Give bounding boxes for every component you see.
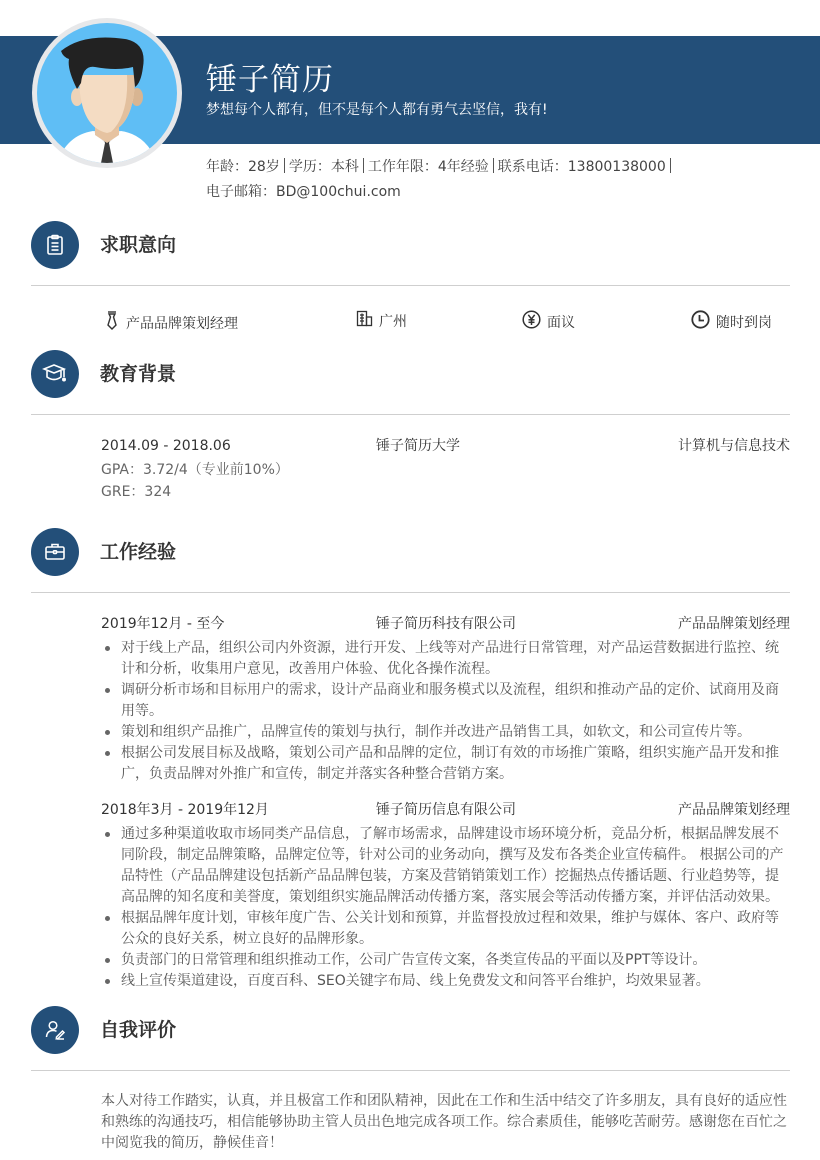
list-item: 线上宣传渠道建设，百度百科、SEO关键字布局、线上免费发文和问答平台维护，均效果显著。 [101, 971, 791, 992]
job-position: 产品品牌策划经理 [678, 802, 790, 818]
separator [284, 158, 285, 173]
section-title: 工作经验 [100, 541, 177, 563]
section-self-header [31, 1006, 790, 1056]
motto: 梦想每个人都有，但不是每个人都有勇气去坚信，我有! [206, 102, 548, 118]
intent-availability: 随时到岗 [691, 310, 772, 336]
job-row-1 [101, 613, 790, 635]
education-period: 2014.09 - 2018.06 [101, 438, 231, 454]
list-item: 根据公司发展目标及战略，策划公司产品和品牌的定位，制订有效的市场推广策略，组织实施产品开发和推广，负责品牌对外推广和宣传，制定并落实各种整合营销方案。 [101, 743, 791, 785]
intent-position: 产品品牌策划经理 [104, 310, 238, 337]
info-years: 工作年限：4年经验 [367, 159, 489, 175]
section-title: 自我评价 [100, 1019, 177, 1041]
clock-icon [691, 310, 710, 336]
job-period: 2018年3月 - 2019年12月 [101, 802, 269, 818]
education-school: 锤子简历大学 [376, 438, 460, 454]
job-company: 锤子简历信息有限公司 [376, 802, 516, 818]
info-email: 电子邮箱：BD@100chui.com [206, 184, 401, 200]
education-gre: GRE：324 [101, 484, 172, 500]
section-title: 教育背景 [100, 363, 177, 385]
list-item: 根据品牌年度计划，审核年度广告、公关计划和预算，并监督投放过程和效果，维护与媒体、客户、政府等公众的良好关系，树立良好的品牌形象。 [101, 908, 791, 950]
list-item: 负责部门的日常管理和组织推动工作，公司广告宣传文案，各类宣传品的平面以及PPT等设计。 [101, 950, 791, 971]
intent-city: 广州 [356, 310, 407, 334]
divider [31, 592, 790, 593]
resume-name: 锤子简历 [206, 62, 334, 98]
education-row [101, 435, 790, 457]
list-item: 策划和组织产品推广，品牌宣传的策划与执行，制作并改进产品销售工具，如软文，和公司宣传片等。 [101, 722, 791, 743]
job-company: 锤子简历科技有限公司 [376, 616, 516, 632]
job-2-duties [101, 824, 791, 992]
avatar [32, 18, 182, 168]
building-icon [356, 310, 373, 334]
tie-icon [104, 310, 120, 337]
yen-icon [522, 310, 541, 336]
job-intent-row [0, 310, 820, 334]
section-work-header [31, 528, 790, 578]
divider [31, 414, 790, 415]
info-education: 学历：本科 [288, 159, 359, 175]
list-item: 调研分析市场和目标用户的需求，设计产品商业和服务模式以及流程，组织和推动产品的定价、试商用及商用等。 [101, 680, 791, 722]
job-1-duties [101, 638, 791, 785]
section-intent-header [31, 221, 790, 271]
list-item: 通过多种渠道收取市场同类产品信息，了解市场需求，品牌建设市场环境分析，竞品分析，根据品牌发展不同阶段，制定品牌策略，品牌定位等，针对公司的业务动向，撰写及发布各类企业宣传稿件。 根据公司的产品特性（产品品牌建设包括新产品品牌包装，方案及营销销策划工作）挖掘热点传播话题、行业趋势等，提高品牌的知名度和美誉度，策划组织实施品牌活动传播方案，落实展会等活动传播方案，并评估活动效果。 [101, 824, 791, 908]
list-item: 对于线上产品，组织公司内外资源，进行开发、上线等对产品进行日常管理，对产品运营数据进行监控、统计和分析，收集用户意见，改善用户体验、优化各操作流程。 [101, 638, 791, 680]
divider [31, 1070, 790, 1071]
job-period: 2019年12月 - 至今 [101, 616, 225, 632]
divider [31, 285, 790, 286]
education-major: 计算机与信息技术 [678, 438, 790, 454]
info-age: 年龄：28岁 [206, 159, 280, 175]
education-gpa: GPA：3.72/4（专业前10%） [101, 462, 289, 478]
job-row-2 [101, 799, 790, 821]
basic-info [206, 155, 686, 205]
separator [670, 158, 671, 173]
section-education-header [31, 350, 790, 400]
job-position: 产品品牌策划经理 [678, 616, 790, 632]
separator [493, 158, 494, 173]
info-phone: 联系电话：13800138000 [497, 159, 666, 175]
clipboard-icon [31, 221, 79, 269]
graduation-cap-icon [31, 350, 79, 398]
section-title: 求职意向 [100, 234, 177, 256]
separator [363, 158, 364, 173]
user-edit-icon [31, 1006, 79, 1054]
self-evaluation-text: 本人对待工作踏实，认真，并且极富工作和团队精神，因此在工作和生活中结交了许多朋友，具有良好的适应性和熟练的沟通技巧，相信能够协助主管人员出色地完成各项工作。综合素质佳，能够吃苦耐劳。感谢您在百忙之中阅览我的简历，静候佳音！ [101, 1093, 787, 1151]
intent-salary: 面议 [522, 310, 575, 336]
avatar-illustration-icon [37, 23, 177, 163]
briefcase-icon [31, 528, 79, 576]
